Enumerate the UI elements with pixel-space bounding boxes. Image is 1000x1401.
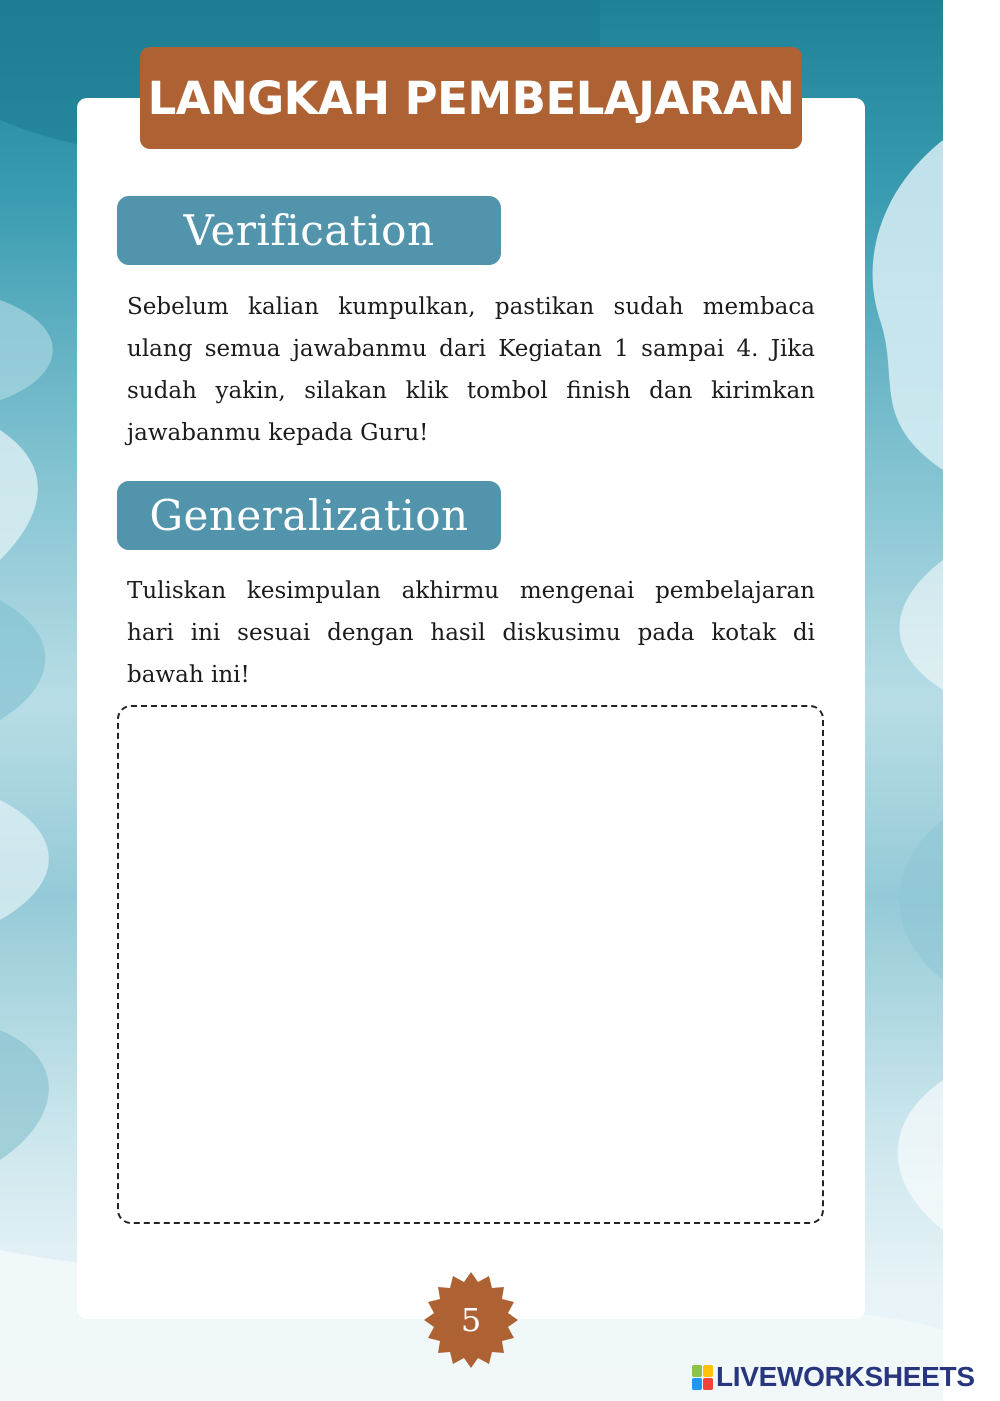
verification-heading: Verification xyxy=(117,196,501,265)
generalization-text: Tuliskan kesimpulan akhirmu mengenai pembelajaran hari ini sesuai dengan hasil diskusimu pada kotak di bawah ini! xyxy=(127,578,815,688)
verification-text: Sebelum kalian kumpulkan, pastikan sudah membaca ulang semua jawabanmu dari Kegiatan 1 sampai 4. Jika sudah yakin, silakan klik tombol finish dan kirimkan jawabanmu kepada Guru! xyxy=(127,294,815,446)
conclusion-answer-box[interactable] xyxy=(117,705,824,1224)
liveworksheets-branding xyxy=(692,1362,975,1392)
page-number-badge xyxy=(421,1270,521,1370)
page-title: LANGKAH PEMBELAJARAN xyxy=(140,47,802,149)
page-number: 5 xyxy=(460,1301,482,1339)
generalization-heading: Generalization xyxy=(117,481,501,550)
brand-name: LIVEWORKSHEETS xyxy=(716,1361,975,1392)
liveworksheets-logo-icon xyxy=(692,1365,713,1390)
